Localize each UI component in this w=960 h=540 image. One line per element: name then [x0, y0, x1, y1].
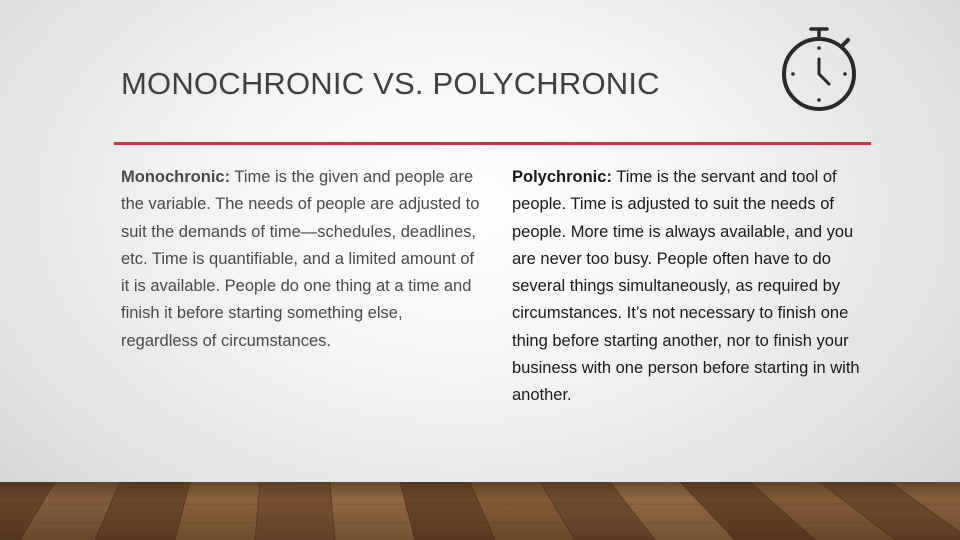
wood-floor [0, 482, 960, 540]
polychronic-term: Polychronic: [512, 168, 612, 186]
polychronic-text: Time is the servant and tool of people. Time is adjusted to suit the needs of people. More time is always available, and you are never too busy. People often have to do several things simultaneously, as required by circumstances. It’s not necessary to finish one thing before starting another, nor to finish your business with one person before starting in with another. [512, 168, 860, 405]
monochronic-text: Time is the given and people are the variable. The needs of people are adjusted to suit the demands of time—schedules, deadlines, etc. Time is quantifiable, and a limited amount of it is available. People do one thing at a time and finish it before starting something else, regardless of circumstances. [121, 168, 480, 350]
title-divider [114, 142, 871, 145]
monochronic-paragraph [121, 164, 481, 355]
stopwatch-icon [778, 26, 860, 116]
monochronic-term: Monochronic: [121, 168, 231, 186]
polychronic-paragraph [512, 164, 872, 410]
slide-title: MONOCHRONIC VS. POLYCHRONIC [121, 66, 660, 101]
